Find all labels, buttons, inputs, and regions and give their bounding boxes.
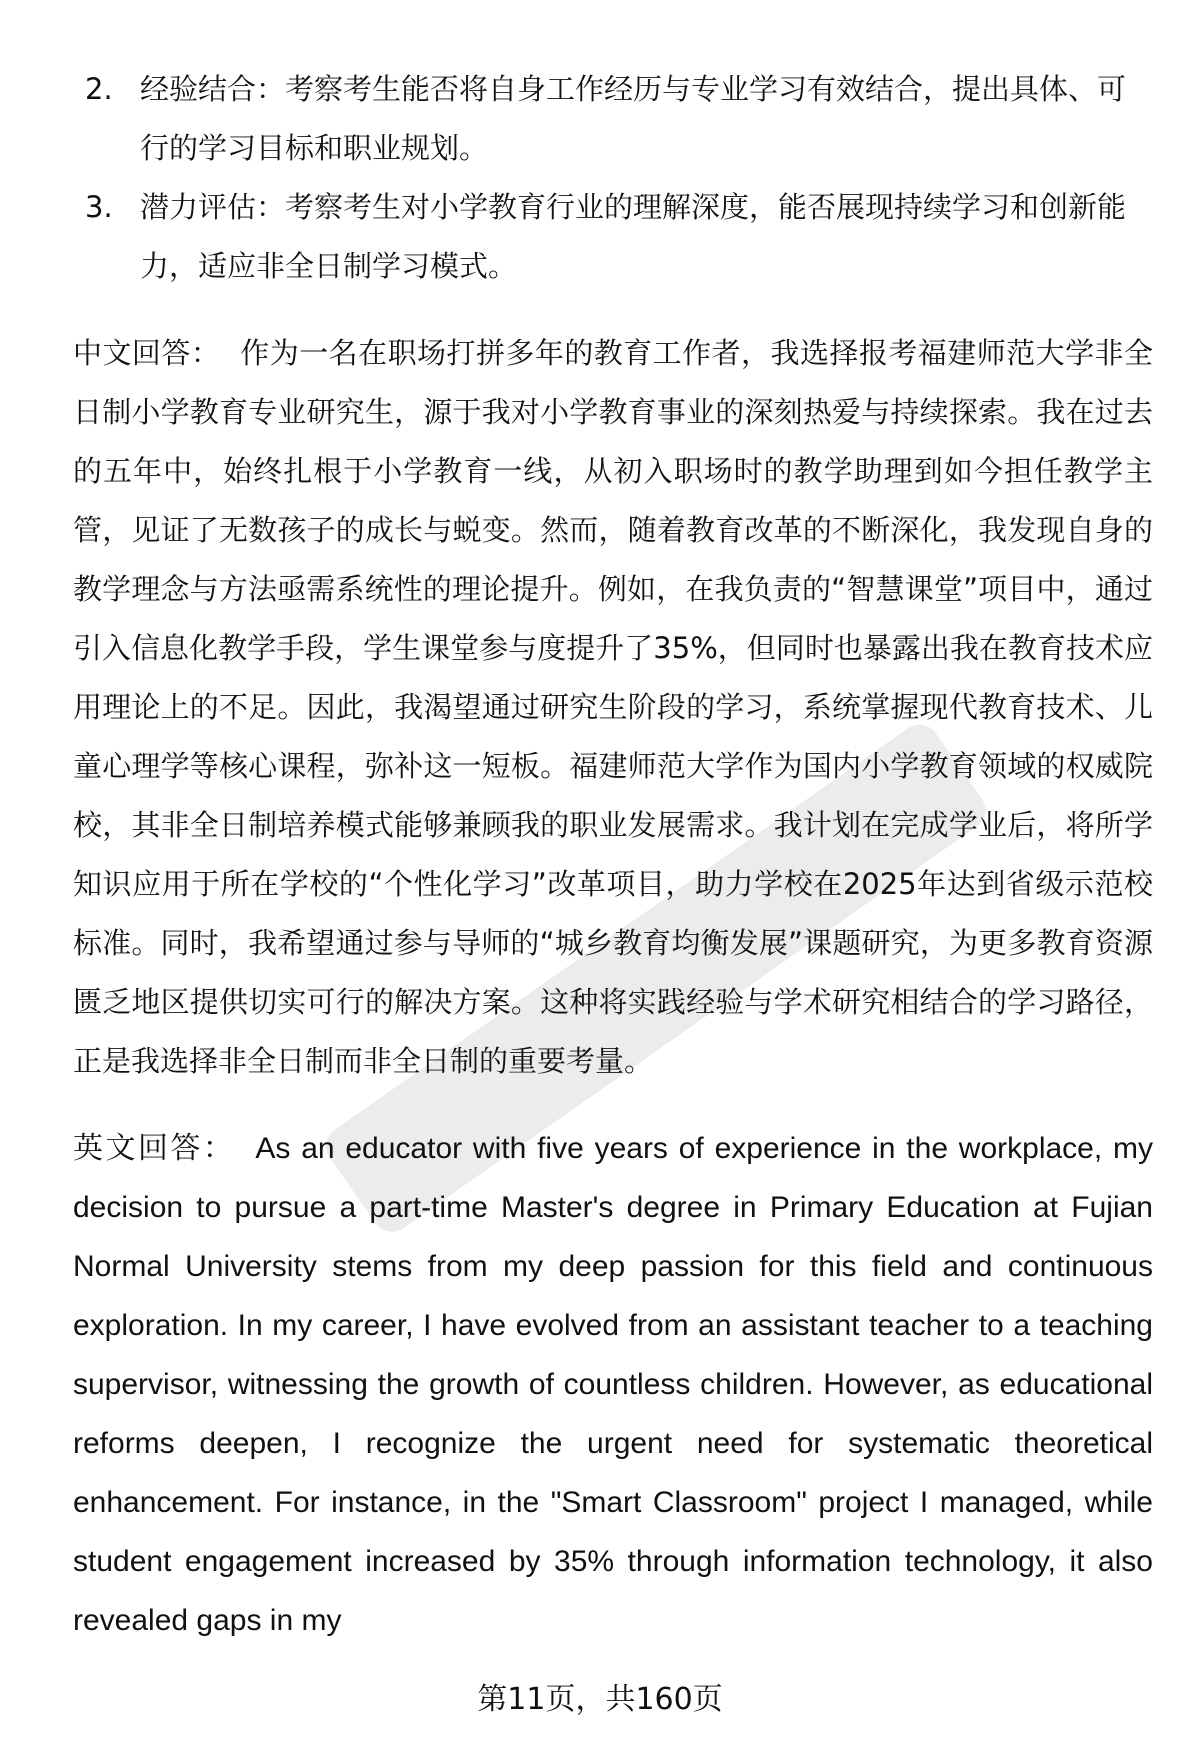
english-answer-label: 英文回答： [73,1132,236,1165]
chinese-answer-paragraph [73,324,1153,1091]
list-number: 2. [85,72,113,106]
document-page [73,60,1153,1650]
chinese-answer-text: 作为一名在职场打拼多年的教育工作者，我选择报考福建师范大学非全日制小学教育专业研究生，源于我对小学教育事业的深刻热爱与持续探索。我在过去的五年中，始终扎根于小学教育一线，从初入职场时的教学助理到如今担任教学主管，见证了无数孩子的成长与蜕变。然而，随着教育改革的不断深化，我发现自身的教学理念与方法亟需系统性的理论提升。例如，在我负责的“智慧课堂”项目中，通过引入信息化教学手段，学生课堂参与度提升了35%，但同时也暴露出我在教育技术应用理论上的不足。因此，我渴望通过研究生阶段的学习，系统掌握现代教育技术、儿童心理学等核心课程，弥补这一短板。福建师范大学作为国内小学教育领域的权威院校，其非全日制培养模式能够兼顾我的职业发展需求。我计划在完成学业后，将所学知识应用于所在学校的“个性化学习”改革项目，助力学校在2025年达到省级示范校标准。同时，我希望通过参与导师的“城乡教育均衡发展”课题研究，为更多教育资源匮乏地区提供切实可行的解决方案。这种将实践经验与学术研究相结合的学习路径，正是我选择非全日制而非全日制的重要考量。 [73,336,1153,1078]
chinese-answer-label: 中文回答： [73,336,221,370]
list-number: 3. [85,190,113,224]
list-item [85,60,1153,178]
page-footer [0,1680,1200,1720]
list-item [85,178,1153,296]
list-text: 经验结合：考察考生能否将自身工作经历与专业学习有效结合，提出具体、可行的学习目标和职业规划。 [140,72,1127,165]
english-answer-text: As an educator with five years of experience in the workplace, my decision to pursue a part-time Master's degree in Primary Education at Fujian Normal University stems from my deep passion for this field and continuous exploration. In my career, I have evolved from an assistant teacher to a teaching supervisor, witnessing the growth of countless children. However, as educational reforms deepen, I recognize the urgent need for systematic theoretical enhancement. For instance, in the "Smart Classroom" project I managed, while student engagement increased by 35% through information technology, it also revealed gaps in my [73,1132,1153,1637]
page-number-label: 第11页，共160页 [477,1682,723,1717]
english-answer-paragraph [73,1119,1153,1650]
list-text: 潜力评估：考察考生对小学教育行业的理解深度，能否展现持续学习和创新能力，适应非全日制学习模式。 [140,190,1127,283]
